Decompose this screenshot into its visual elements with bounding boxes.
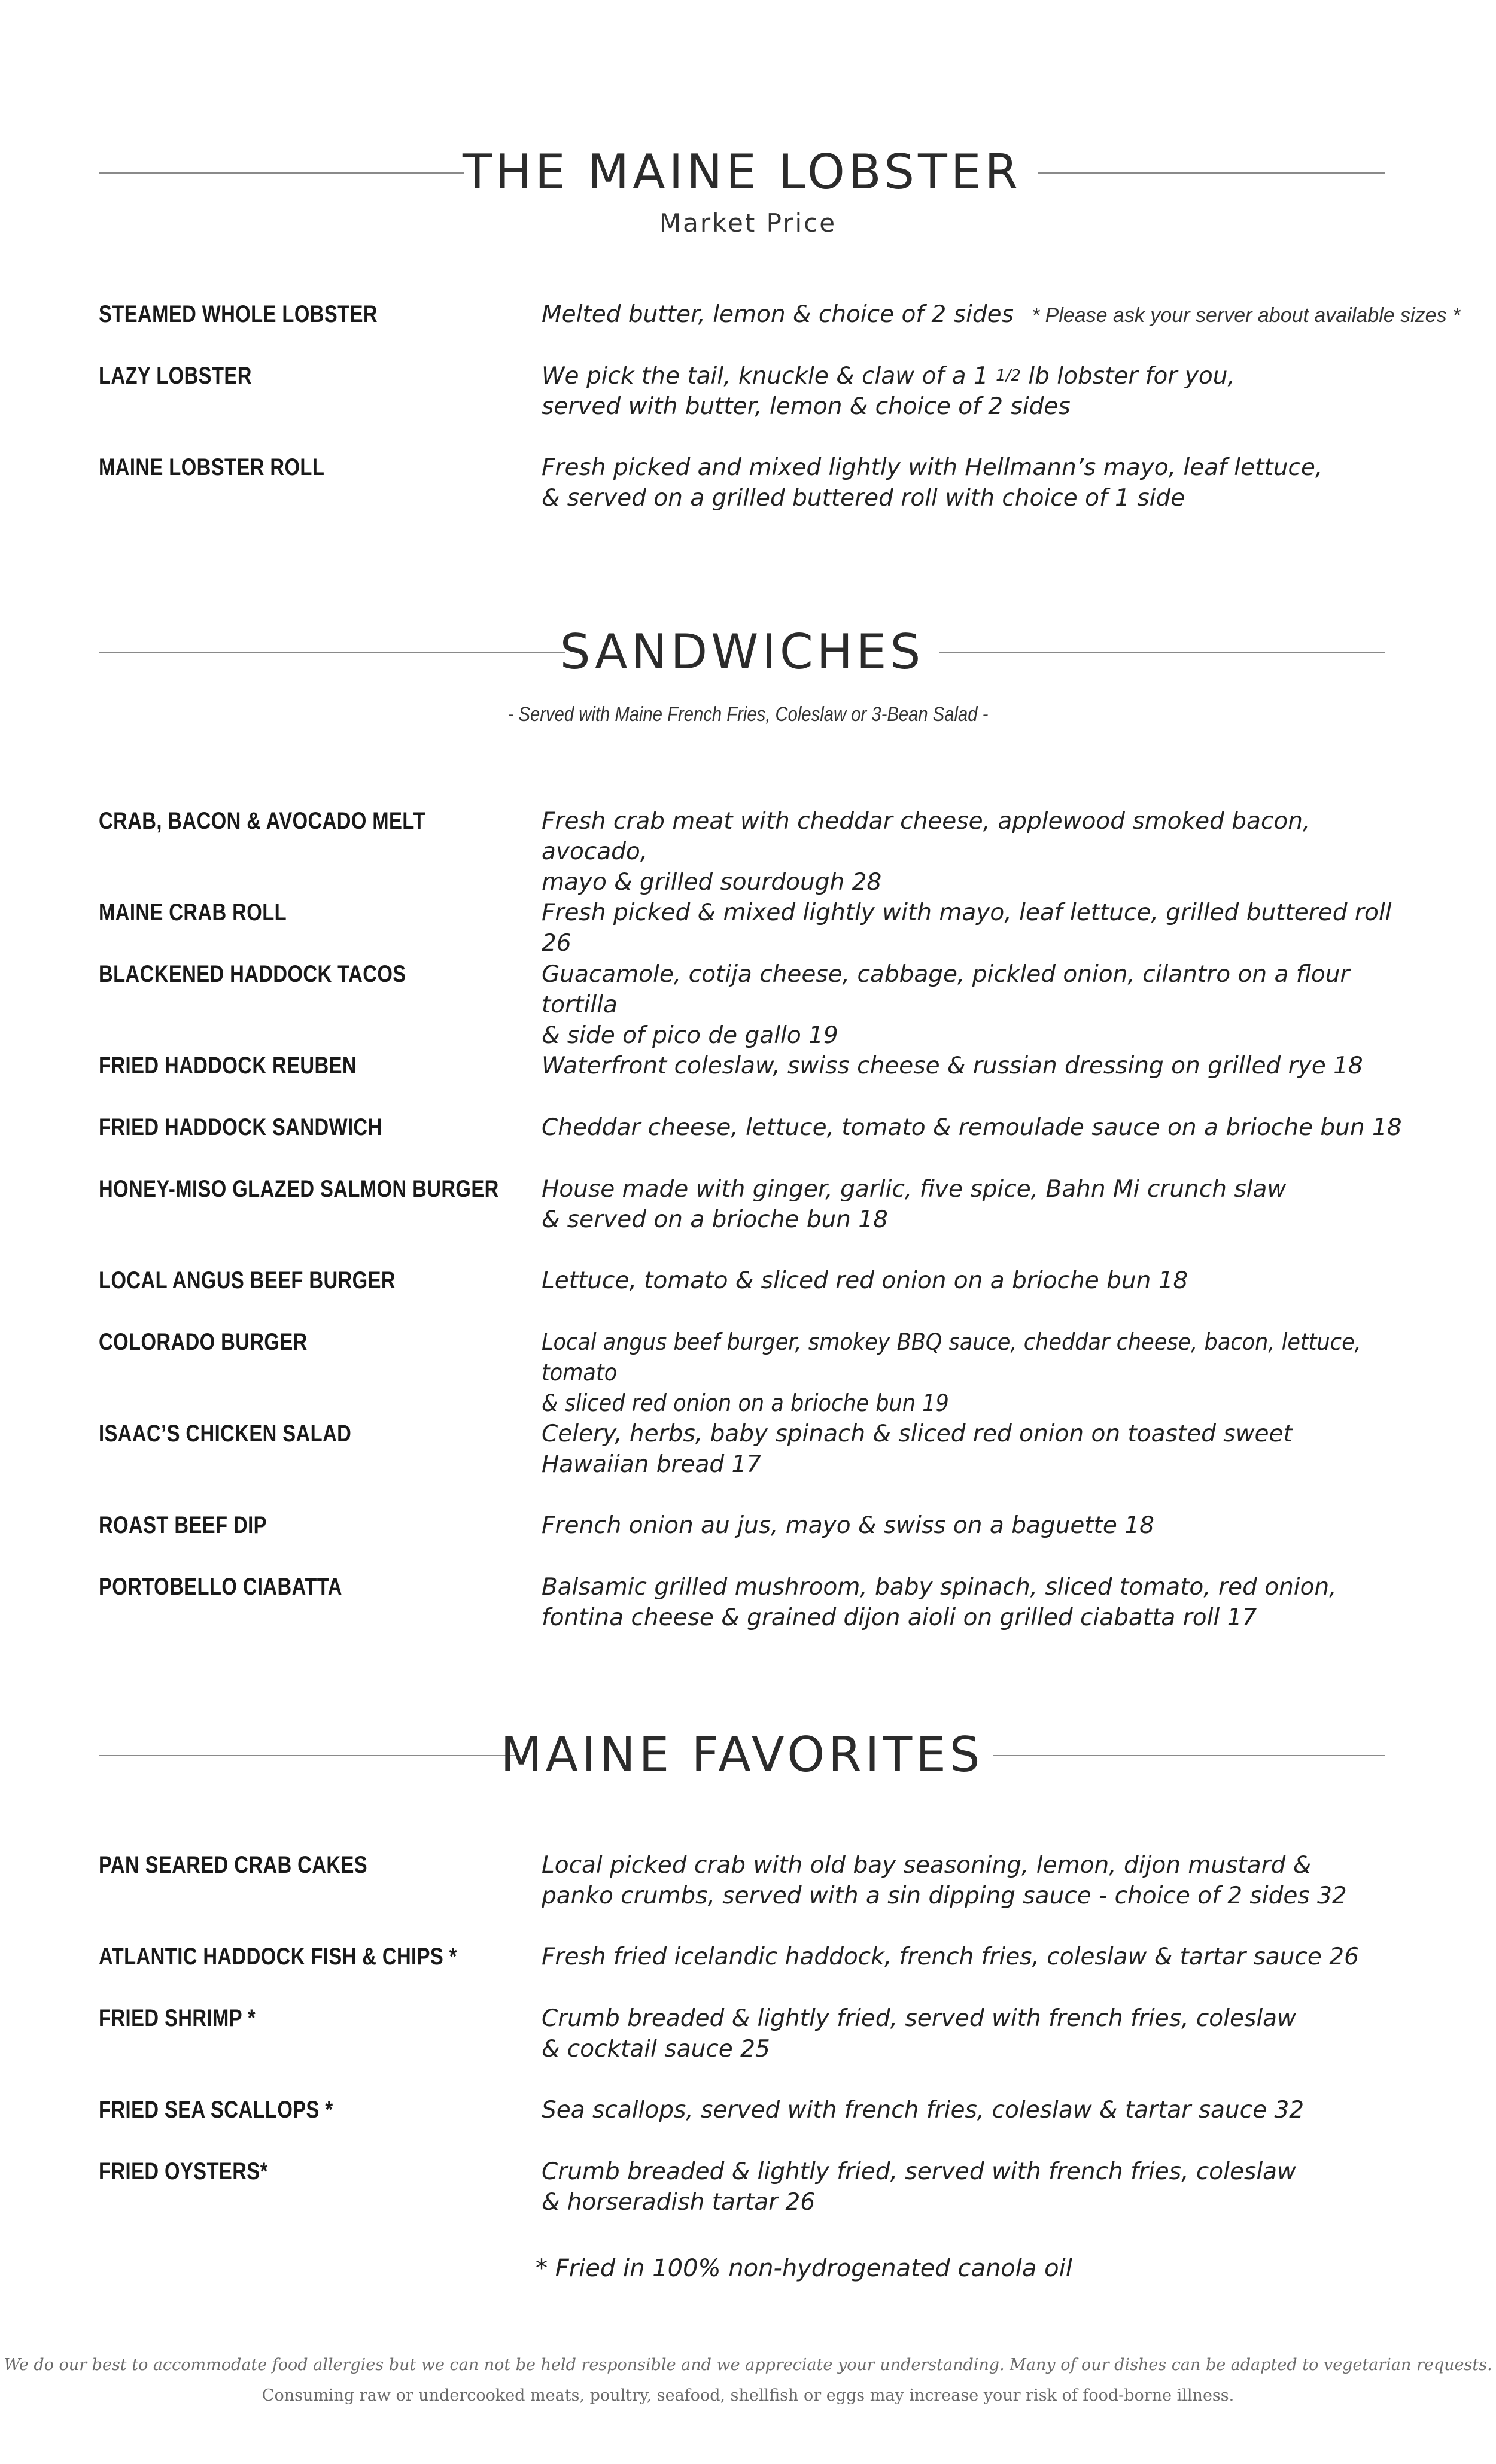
lobster-section-header <box>99 136 1385 208</box>
sandwiches-section-header <box>99 616 1385 688</box>
menu-item-desc: Crumb breaded & lightly fried, served with french fries, coleslaw & cocktail sauce 25 <box>542 2005 1296 2063</box>
menu-item-desc: Sea scallops, served with french fries, coleslaw & tartar sauce 32 <box>542 2097 1305 2124</box>
menu-item-name: FRIED OYSTERS* <box>99 2158 268 2185</box>
section-title-lobster: THE MAINE LOBSTER <box>462 144 1022 200</box>
section-title-sandwiches: SANDWICHES <box>560 624 925 680</box>
favorites-section-header <box>99 1719 1385 1791</box>
menu-item-name: PAN SEARED CRAB CAKES <box>99 1852 368 1878</box>
menu-item-desc: House made with ginger, garlic, five spice, Bahn Mi crunch slaw & served on a brioche bun 18 <box>542 1176 1287 1233</box>
canola-oil-note: * Fried in 100% non-hydrogenated canola oil <box>536 2255 1072 2282</box>
section-title-favorites: MAINE FAVORITES <box>500 1727 984 1782</box>
menu-item-name: CRAB, BACON & AVOCADO MELT <box>99 808 425 834</box>
menu-item-desc <box>542 299 1461 331</box>
sandwiches-sides-note: - Served with Maine French Fries, Coleslaw or 3-Bean Salad - <box>507 703 989 726</box>
menu-item-name: MAINE LOBSTER ROLL <box>99 454 325 480</box>
menu-item-desc: Guacamole, cotija cheese, cabbage, pickled onion, cilantro on a flour tortilla & side of pico de gallo 19 <box>542 961 1350 1049</box>
menu-item-name: COLORADO BURGER <box>99 1329 308 1355</box>
menu-item-name: FRIED SHRIMP * <box>99 2005 256 2031</box>
menu-item-desc-text: Melted butter, lemon & choice of 2 sides <box>542 301 1014 328</box>
menu-item-desc: Fresh picked and mixed lightly with Hellmann’s mayo, leaf lettuce, & served on a grilled buttered roll with choice of 1 side <box>542 454 1323 512</box>
menu-item-desc-text: We pick the tail, knuckle & claw of a 1 <box>542 363 996 390</box>
menu-item-name: ISAAC’S CHICKEN SALAD <box>99 1420 352 1447</box>
menu-item-desc: Balsamic grilled mushroom, baby spinach, sliced tomato, red onion, fontina cheese & grained dijon aioli on grilled ciabatta roll 17 <box>542 1574 1337 1631</box>
fraction: 1/2 <box>996 367 1021 385</box>
menu-item-desc: Fresh fried icelandic haddock, french fries, coleslaw & tartar sauce 26 <box>542 1943 1359 1970</box>
divider-right <box>993 1755 1385 1756</box>
menu-item-name: ROAST BEEF DIP <box>99 1512 267 1538</box>
menu-item-desc: Lettuce, tomato & sliced red onion on a brioche bun 18 <box>542 1267 1188 1294</box>
menu-item-desc: Fresh picked & mixed lightly with mayo, leaf lettuce, grilled buttered roll 26 <box>542 899 1392 957</box>
menu-item-desc: Local picked crab with old bay seasoning, lemon, dijon mustard & panko crumbs, served with a sin dipping sauce - choice of 2 sides 32 <box>542 1852 1347 1909</box>
menu-item-name: MAINE CRAB ROLL <box>99 899 287 926</box>
menu-item-desc: Celery, herbs, baby spinach & sliced red onion on toasted sweet Hawaiian bread 17 <box>542 1420 1293 1478</box>
menu-item-desc: Fresh crab meat with cheddar cheese, applewood smoked bacon, avocado, mayo & grilled sourdough 28 <box>542 808 1310 896</box>
menu-item-name: FRIED SEA SCALLOPS * <box>99 2097 333 2123</box>
menu-item-desc: French onion au jus, mayo & swiss on a baguette 18 <box>542 1512 1154 1539</box>
menu-item-name: FRIED HADDOCK REUBEN <box>99 1052 357 1079</box>
menu-item-desc: Cheddar cheese, lettuce, tomato & remoulade sauce on a brioche bun 18 <box>542 1114 1402 1141</box>
menu-item-name: PORTOBELLO CIABATTA <box>99 1574 342 1600</box>
menu-item-desc: Crumb breaded & lightly fried, served with french fries, coleslaw & horseradish tartar 26 <box>542 2158 1296 2216</box>
menu-item-name: LAZY LOBSTER <box>99 363 252 389</box>
divider-right <box>939 652 1385 653</box>
menu-item-name: STEAMED WHOLE LOBSTER <box>99 301 378 327</box>
menu-item-name: LOCAL ANGUS BEEF BURGER <box>99 1267 396 1294</box>
size-note: * Please ask your server about available sizes * <box>1031 304 1461 327</box>
menu-item-name: ATLANTIC HADDOCK FISH & CHIPS * <box>99 1943 457 1970</box>
menu-item-desc: Waterfront coleslaw, swiss cheese & russian dressing on grilled rye 18 <box>542 1052 1363 1079</box>
menu-item-name: HONEY-MISO GLAZED SALMON BURGER <box>99 1176 499 1202</box>
menu-item-desc-text: lb lobster for you, served with butter, lemon & choice of 2 sides <box>542 363 1235 420</box>
allergy-disclaimer: We do our best to accommodate food allergies but we can not be held responsible and we appreciate your understanding. Many of our dishes can be adapted to vegetarian requests. <box>4 2356 1492 2374</box>
menu-item-desc <box>542 361 1409 422</box>
menu-item-name: FRIED HADDOCK SANDWICH <box>99 1114 382 1140</box>
divider-right <box>1038 172 1385 174</box>
menu-item-desc: Local angus beef burger, smokey BBQ sauce, cheddar cheese, bacon, lettuce, tomato & sliced red onion on a brioche bun 19 <box>542 1329 1361 1417</box>
raw-food-warning: Consuming raw or undercooked meats, poultry, seafood, shellfish or eggs may increase your risk of food-borne illness. <box>262 2386 1234 2405</box>
menu-item-name: BLACKENED HADDOCK TACOS <box>99 961 406 987</box>
lobster-subtitle: Market Price <box>659 208 837 238</box>
